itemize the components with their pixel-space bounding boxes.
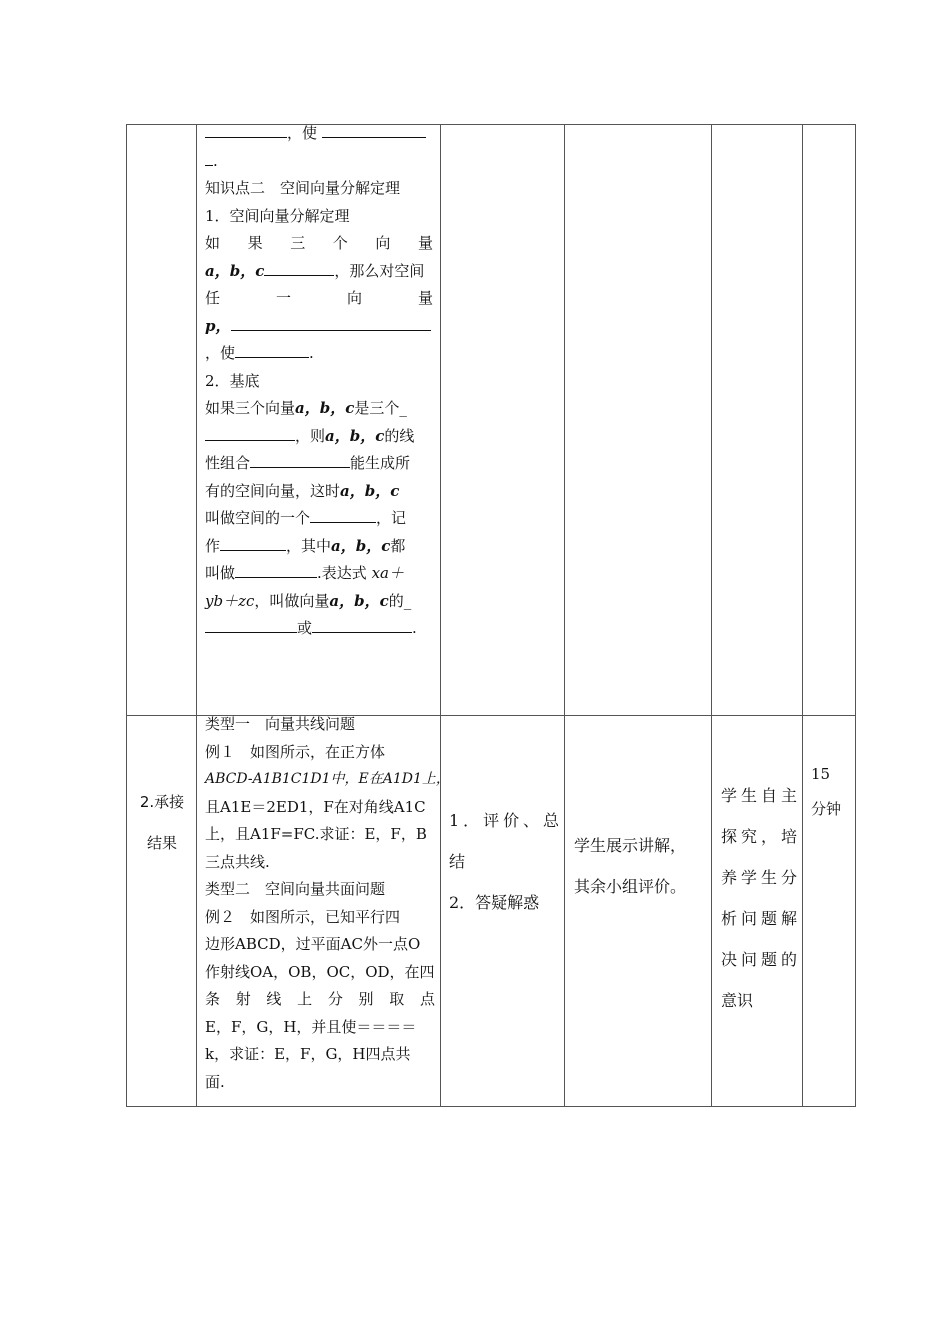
content-line: 作射线OA，OB，OC，OD，在四 <box>205 962 435 981</box>
intent-line: 决问题的 <box>721 950 797 969</box>
vectors-abc: a，b，c <box>331 536 391 555</box>
content-line: 类型二 空间向量共面问题 <box>205 880 386 898</box>
intent-line: 探究，培 <box>721 827 797 846</box>
line-11 <box>205 395 433 423</box>
text: ，使 <box>287 124 318 142</box>
teacher-activity-cell <box>449 800 559 923</box>
content-line: 且A1E＝2ED1，F在对角线A1C <box>205 797 426 816</box>
intent-line: 析问题解 <box>721 909 797 928</box>
text: 能生成所 <box>350 454 411 472</box>
content-line: 例１ 如图所示，在正方体 <box>205 742 386 761</box>
line-13 <box>205 450 433 478</box>
student-line: 其余小组评价。 <box>574 877 687 896</box>
text: . <box>309 344 314 362</box>
vectors-abc: a，b，c <box>329 591 389 610</box>
content-line: 面. <box>205 1072 225 1091</box>
line-8 <box>205 313 433 341</box>
content-line: 上，且A1F=FC.求证：E，F，B <box>205 825 427 843</box>
text: 的线 <box>384 426 415 445</box>
text: ，其中 <box>286 536 332 555</box>
content-line: 边形ABCD，过平面AC外一点O <box>205 935 421 953</box>
subheading-1: 1．空间向量分解定理 <box>205 206 350 225</box>
line-19 <box>205 615 433 643</box>
text: ，使 <box>205 344 236 362</box>
teacher-line: 1．评价、总 <box>449 811 559 830</box>
vectors-abc: a，b，c <box>340 481 400 500</box>
text: . <box>213 151 218 170</box>
content-line: 条射线上分别取点 <box>205 990 435 1008</box>
vectors-abc: a，b，c <box>205 261 265 280</box>
line-18 <box>205 588 433 616</box>
content-line: k，求证：E，F，G，H四点共 <box>205 1045 411 1063</box>
row1-content-cell <box>205 120 433 643</box>
teacher-line: 2．答疑解惑 <box>449 893 540 912</box>
section-heading: 知识点二 空间向量分解定理 <box>205 179 401 197</box>
text: 是三个_ <box>354 399 407 417</box>
intent-line: 意识 <box>721 991 754 1010</box>
line-5: 如 果 三 个 向 量 <box>205 234 433 252</box>
text: 的_ <box>388 591 412 610</box>
student-activity-cell <box>574 825 709 907</box>
time-unit: 分钟 <box>811 800 842 818</box>
text: 有的空间向量，这时 <box>205 481 341 500</box>
text: 如果三个向量 <box>205 399 296 417</box>
time-cell <box>811 757 855 827</box>
time-value: 15 <box>811 765 831 783</box>
teacher-line: 结 <box>449 852 466 871</box>
text: ，叫做向量 <box>254 591 330 610</box>
text: ，记 <box>376 509 407 527</box>
line-15 <box>205 505 433 533</box>
text: . <box>412 619 417 637</box>
line-7: 任 一 向 量 <box>205 289 433 307</box>
text: 叫做 <box>205 564 236 582</box>
intent-line: 养学生分 <box>721 868 797 887</box>
text: ，则 <box>295 426 326 445</box>
line-14 <box>205 478 433 506</box>
content-line: 类型一 向量共线问题 <box>205 715 356 733</box>
content-line: ABCD-A1B1C1D1中，E在A1D1上， <box>205 771 450 787</box>
design-intent-cell <box>721 775 797 1021</box>
vector-p: p， <box>205 316 231 335</box>
line-1 <box>205 120 433 148</box>
line-2 <box>205 148 433 176</box>
row2-content-cell <box>205 711 450 1096</box>
intent-line: 学生自主 <box>721 786 797 805</box>
student-line: 学生展示讲解， <box>574 836 687 855</box>
text: ，那么对空间 <box>334 261 425 280</box>
text: 叫做空间的一个 <box>205 509 311 527</box>
text: 都 <box>390 536 406 555</box>
text: 作 <box>205 536 221 555</box>
subheading-2: 2．基底 <box>205 371 260 390</box>
text: .表达式 <box>317 564 367 582</box>
text: 或 <box>297 619 313 637</box>
content-line: 例２ 如图所示，已知平行四 <box>205 907 401 926</box>
vectors-abc: a，b，c <box>325 426 385 445</box>
line-6 <box>205 258 433 286</box>
line-16 <box>205 533 433 561</box>
line-12 <box>205 423 433 451</box>
vectors-abc: a，b，c <box>295 399 355 417</box>
stage-label: 2.承接 结果 <box>139 793 185 852</box>
line-17 <box>205 560 433 588</box>
expression: xa＋ <box>371 564 404 582</box>
expression: yb＋zc <box>205 591 255 610</box>
content-line: E，F，G，H，并且使＝＝＝＝ <box>205 1017 417 1036</box>
content-line: 三点共线. <box>205 852 270 871</box>
line-9 <box>205 340 433 368</box>
text: 性组合 <box>205 454 251 472</box>
